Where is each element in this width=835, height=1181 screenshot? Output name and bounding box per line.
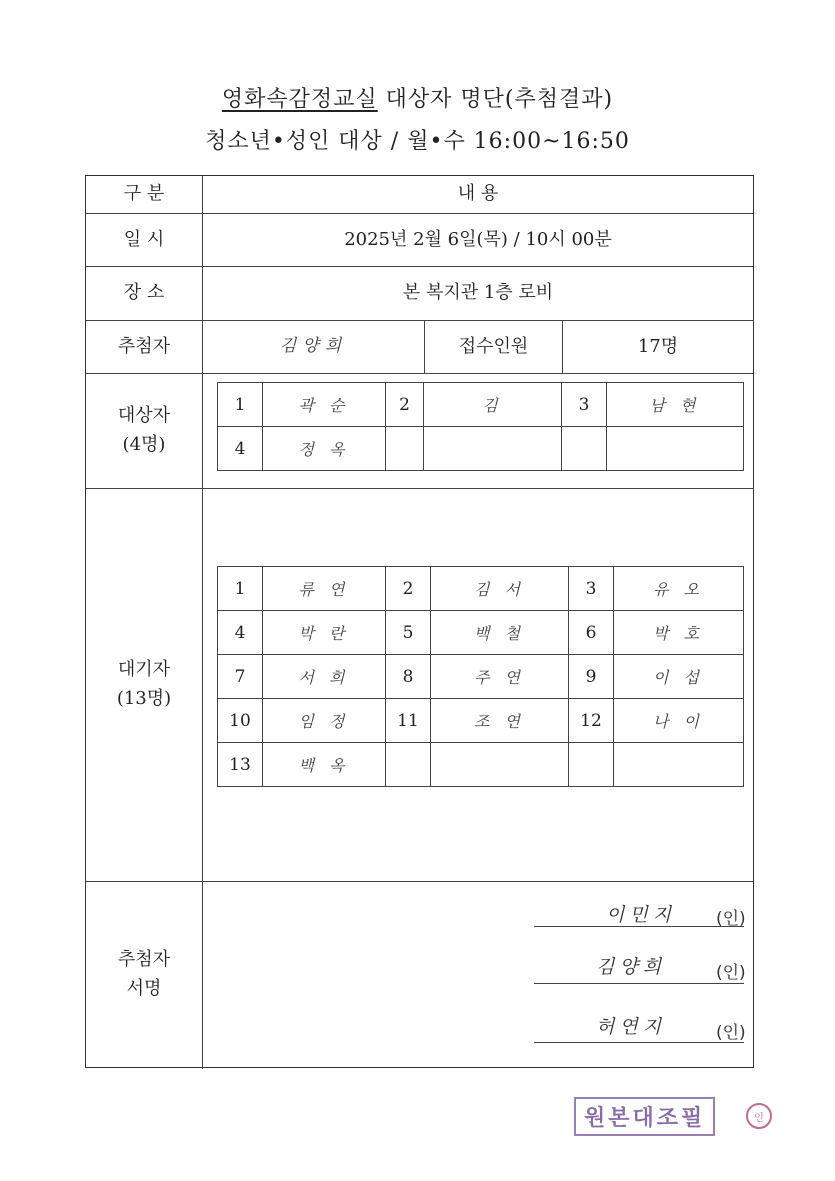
document-subtitle: 청소년•성인 대상 / 월•수 16:00~16:50	[205, 129, 630, 154]
document-title	[0, 82, 835, 113]
waitlist-name: 주 연	[431, 655, 569, 699]
table-row	[218, 383, 744, 427]
signer-name-3: 허연지	[596, 1016, 667, 1038]
waitlist-no: 12	[569, 699, 614, 743]
place-value: 본 복지관 1층 로비	[402, 282, 554, 304]
waitlist-no: 6	[569, 611, 614, 655]
program-name: 영화속감정교실	[221, 87, 378, 112]
waitlist-no: 13	[218, 743, 263, 787]
selected-no: 4	[218, 427, 263, 471]
selected-no: 3	[562, 383, 607, 427]
waitlist-name: 유 오	[614, 567, 744, 611]
waitlist-grid	[217, 566, 744, 787]
selected-label	[86, 374, 202, 488]
signature-label-line2: 서명	[126, 977, 162, 999]
waitlist-label-text: 대기자	[117, 659, 171, 681]
selected-no: 2	[386, 383, 424, 427]
applicants-label: 접수인원	[458, 335, 529, 357]
table-row	[218, 567, 744, 611]
waitlist-name: 임 정	[263, 699, 386, 743]
waitlist-name: 서 희	[263, 655, 386, 699]
waitlist-name: 이 섭	[614, 655, 744, 699]
waitlist-no: 1	[218, 567, 263, 611]
header-content: 내 용	[457, 183, 499, 205]
signature-label	[86, 882, 202, 1067]
table-row	[218, 427, 744, 471]
waitlist-name: 백 옥	[263, 743, 386, 787]
drawer-name: 김양희	[279, 336, 348, 357]
waitlist-name: 나 이	[614, 699, 744, 743]
header-category: 구 분	[123, 183, 165, 205]
waitlist-name: 박 란	[263, 611, 386, 655]
seal-icon: 인	[746, 1103, 772, 1129]
selected-no: 1	[218, 383, 263, 427]
waitlist-count: (13명)	[116, 688, 172, 709]
waitlist-name: 조 연	[431, 699, 569, 743]
table-row	[218, 611, 744, 655]
original-copy-stamp: 원본대조필	[574, 1097, 715, 1136]
signer-seal-2: (인)	[716, 963, 746, 983]
table-row	[218, 699, 744, 743]
waitlist-label	[86, 489, 202, 881]
waitlist-no: 4	[218, 611, 263, 655]
result-table	[85, 175, 754, 1068]
place-label: 장 소	[123, 282, 165, 304]
signature-label-line1: 추첨자	[117, 948, 171, 970]
waitlist-no: 5	[386, 611, 431, 655]
selected-count: (4명)	[122, 434, 166, 455]
waitlist-no: 11	[386, 699, 431, 743]
datetime-value: 2025년 2월 6일(목) / 10시 00분	[344, 228, 612, 250]
selected-name: 정 옥	[263, 427, 386, 471]
selected-name: 김	[424, 383, 562, 427]
waitlist-no: 3	[569, 567, 614, 611]
selected-grid	[217, 382, 744, 471]
applicants-value: 17명	[637, 335, 679, 357]
table-row	[218, 655, 744, 699]
waitlist-no: 9	[569, 655, 614, 699]
waitlist-no: 10	[218, 699, 263, 743]
signer-name-2: 김양희	[596, 956, 667, 978]
waitlist-name: 박 호	[614, 611, 744, 655]
signer-seal-3: (인)	[716, 1023, 746, 1043]
waitlist-no: 8	[386, 655, 431, 699]
title-rest: 대상자 명단(추첨결과)	[377, 87, 614, 112]
selected-label-text: 대상자	[117, 405, 171, 427]
selected-name: 남 현	[607, 383, 744, 427]
datetime-label: 일 시	[123, 228, 165, 250]
drawer-label: 추첨자	[117, 335, 171, 357]
waitlist-name: 백 철	[431, 611, 569, 655]
waitlist-name: 김 서	[431, 567, 569, 611]
waitlist-name: 류 연	[263, 567, 386, 611]
waitlist-no: 2	[386, 567, 431, 611]
signer-seal-1: (인)	[716, 909, 746, 929]
selected-name: 곽 순	[263, 383, 386, 427]
waitlist-no: 7	[218, 655, 263, 699]
table-row	[218, 743, 744, 787]
signer-name-1: 이민지	[606, 904, 677, 926]
